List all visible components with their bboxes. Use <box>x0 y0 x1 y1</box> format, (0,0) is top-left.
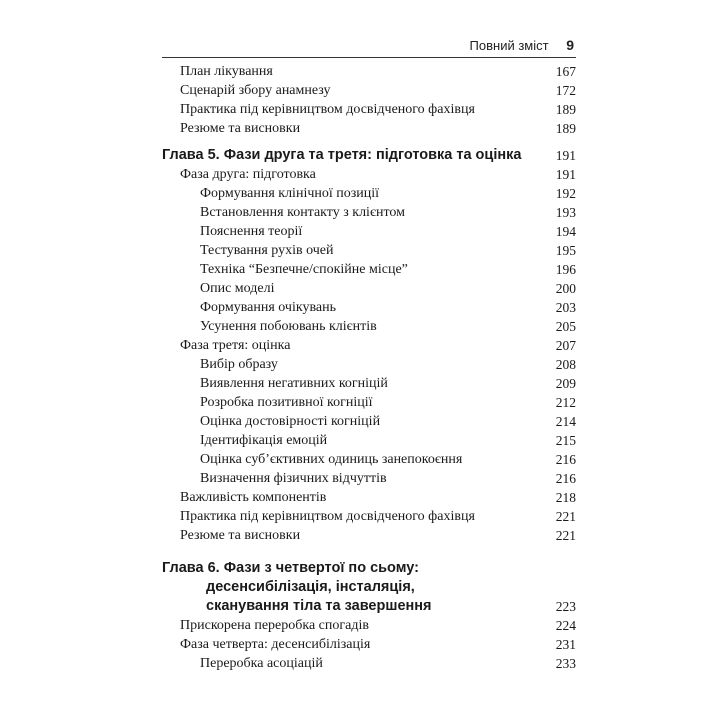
toc-entry-label: Ідентифікація емоцій <box>200 433 328 448</box>
toc-entry <box>162 81 576 100</box>
toc-entry-label: Вибір образу <box>200 357 278 372</box>
toc-entry-page: 215 <box>555 433 576 448</box>
toc-entry <box>162 119 576 138</box>
toc-entry-label: Формування клінічної позиції <box>200 186 380 201</box>
toc-entry-label: Переробка асоціацій <box>200 656 323 671</box>
toc-entry-label: Практика під керівництвом досвідченого фахівця <box>180 102 475 117</box>
toc-entry <box>162 431 576 450</box>
toc-entry-page: 208 <box>555 357 576 372</box>
toc-entry-page: 231 <box>555 637 576 652</box>
toc-entry-page: 207 <box>555 338 576 353</box>
toc-entry <box>162 279 576 298</box>
toc-entry <box>162 336 576 355</box>
toc-entry <box>162 355 576 374</box>
toc-entry <box>162 507 576 526</box>
toc-entry <box>162 374 576 393</box>
toc-entry-page: 189 <box>555 102 576 117</box>
chapter-page: 223 <box>555 599 576 614</box>
toc-entry-page: 203 <box>555 300 576 315</box>
toc-entry-page: 216 <box>555 452 576 467</box>
chapter-title-line: десенсибілізація, інсталяція, <box>206 579 415 595</box>
toc-entry-page: 200 <box>555 281 576 296</box>
header-rule <box>162 57 576 58</box>
toc-entry <box>162 526 576 545</box>
toc-entry <box>162 616 576 635</box>
chapter-title <box>162 559 576 616</box>
toc-entry <box>162 654 576 673</box>
toc-entry-page: 221 <box>555 528 576 543</box>
toc-entry-page: 209 <box>555 376 576 391</box>
chapter-title-line: сканування тіла та завершення <box>206 598 432 614</box>
table-of-contents <box>162 62 576 673</box>
toc-entry-label: Техніка “Безпечне/спокійне місце” <box>200 262 408 277</box>
toc-entry <box>162 635 576 654</box>
toc-entry-label: Розробка позитивної когніції <box>200 395 373 410</box>
chapter-title-line: Глава 6. Фази з четвертої по сьому: <box>162 560 419 576</box>
toc-entry-label: Тестування рухів очей <box>200 243 334 258</box>
toc-entry-page: 224 <box>555 618 576 633</box>
page-number: 9 <box>566 37 574 53</box>
toc-entry <box>162 241 576 260</box>
toc-entry-page: 218 <box>555 490 576 505</box>
toc-entry <box>162 165 576 184</box>
toc-entry <box>162 203 576 222</box>
toc-entry-page: 196 <box>555 262 576 277</box>
toc-entry-label: Сценарій збору анамнезу <box>180 83 331 98</box>
toc-entry-page: 205 <box>555 319 576 334</box>
toc-entry-label: Резюме та висновки <box>180 121 301 136</box>
toc-entry-page: 221 <box>555 509 576 524</box>
toc-chapter-5 <box>162 146 576 165</box>
toc-chapter-6 <box>162 559 576 616</box>
toc-entry-page: 167 <box>555 64 576 79</box>
toc-entry-page: 195 <box>555 243 576 258</box>
chapter-page: 191 <box>555 148 576 163</box>
toc-entry-page: 189 <box>555 121 576 136</box>
toc-entry <box>162 100 576 119</box>
toc-entry-label: Оцінка достовірності когніцій <box>200 414 381 429</box>
toc-entry-page: 194 <box>555 224 576 239</box>
toc-entry <box>162 222 576 241</box>
toc-entry <box>162 260 576 279</box>
toc-entry-label: Фаза четверта: десенсибілізація <box>180 637 371 652</box>
toc-entry-page: 193 <box>555 205 576 220</box>
toc-entry-label: Прискорена переробка спогадів <box>180 618 369 633</box>
toc-entry-page: 216 <box>555 471 576 486</box>
running-head-title: Повний зміст <box>469 38 549 53</box>
toc-entry <box>162 488 576 507</box>
toc-entry-page: 233 <box>555 656 576 671</box>
running-head <box>470 37 574 53</box>
toc-entry-page: 192 <box>555 186 576 201</box>
toc-entry <box>162 450 576 469</box>
toc-entry <box>162 184 576 203</box>
toc-entry-label: Опис моделі <box>200 281 275 296</box>
toc-entry <box>162 412 576 431</box>
toc-entry <box>162 298 576 317</box>
toc-entry <box>162 62 576 81</box>
toc-entry <box>162 393 576 412</box>
toc-entry-label: Фаза третя: оцінка <box>180 338 291 353</box>
toc-entry-page: 172 <box>555 83 576 98</box>
toc-entry-label: Резюме та висновки <box>180 528 301 543</box>
toc-entry-label: Визначення фізичних відчуттів <box>200 471 387 486</box>
toc-entry <box>162 317 576 336</box>
chapter-title: Глава 5. Фази друга та третя: підготовка та оцінка <box>162 147 522 163</box>
toc-entry-label: Встановлення контакту з клієнтом <box>200 205 405 220</box>
toc-entry-label: Пояснення теорії <box>200 224 303 239</box>
toc-entry-label: Оцінка суб’єктивних одиниць занепокоєння <box>200 452 463 467</box>
toc-entry-label: Виявлення негативних когніцій <box>200 376 388 391</box>
toc-entry-page: 214 <box>555 414 576 429</box>
toc-entry-page: 212 <box>555 395 576 410</box>
toc-entry-label: План лікування <box>180 64 273 79</box>
toc-entry-label: Формування очікувань <box>200 300 336 315</box>
toc-entry-label: Фаза друга: підготовка <box>180 167 316 182</box>
toc-entry <box>162 469 576 488</box>
toc-entry-label: Усунення побоювань клієнтів <box>200 319 377 334</box>
toc-entry-page: 191 <box>555 167 576 182</box>
toc-entry-label: Практика під керівництвом досвідченого фахівця <box>180 509 475 524</box>
toc-entry-label: Важливість компонентів <box>180 490 327 505</box>
